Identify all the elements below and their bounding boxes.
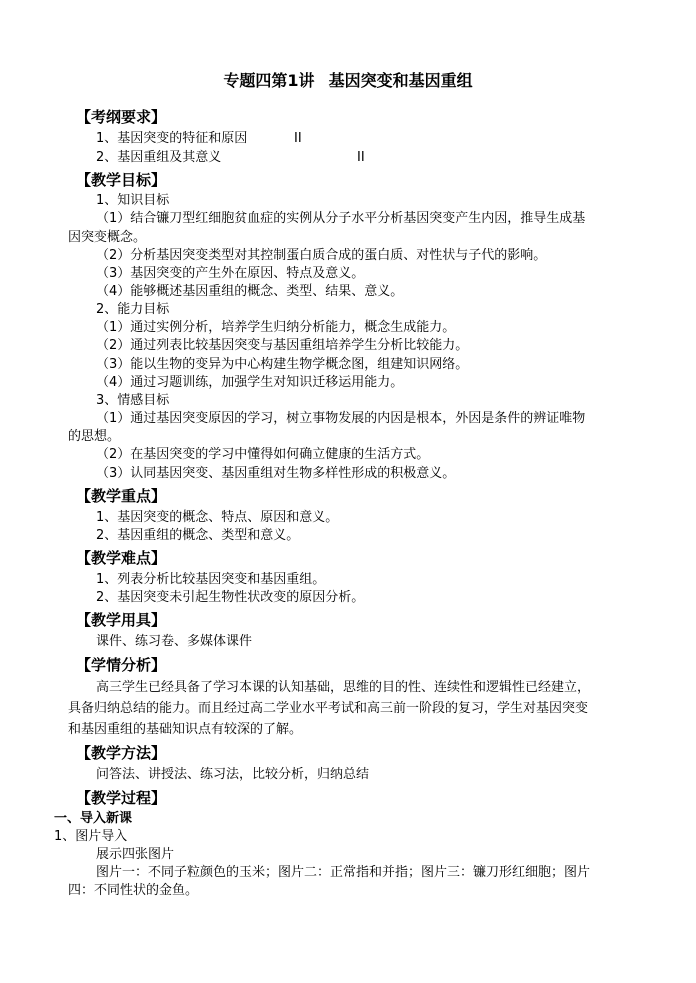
- kaogang-level-2: II: [357, 150, 365, 165]
- emotion-item: （2）在基因突变的学习中懂得如何确立健康的生活方式。: [96, 447, 430, 462]
- heading-fangfa: 【教学方法】: [76, 744, 167, 762]
- heading-xueqing: 【学情分析】: [76, 656, 167, 674]
- part-1-heading: 一、导入新课: [54, 811, 133, 826]
- show-pictures-text: 展示四张图片: [96, 847, 175, 862]
- xueqing-line: 和基因重组的基础知识点有较深的了解。: [68, 722, 303, 737]
- title-main: 专题四第1讲: [223, 71, 315, 90]
- title-sub: 基因突变和基因重组: [328, 71, 473, 90]
- page-title: [0, 72, 696, 90]
- yongju-text: 课件、练习卷、多媒体课件: [96, 634, 253, 649]
- heading-yongju: 【教学用具】: [76, 611, 167, 629]
- ability-item: （2）通过列表比较基因突变与基因重组培养学生分析比较能力。: [96, 338, 469, 353]
- heading-nandian: 【教学难点】: [76, 549, 167, 567]
- kaogang-item-2: 2、基因重组及其意义: [96, 150, 222, 165]
- nandian-item: 2、基因突变未引起生物性状改变的原因分析。: [96, 590, 365, 605]
- ability-item: （1）通过实例分析，培养学生归纳分析能力，概念生成能力。: [96, 320, 456, 335]
- xueqing-line: 高三学生已经具备了学习本课的认知基础，思维的目的性、连续性和逻辑性已经建立，: [96, 680, 591, 695]
- knowledge-item: 因突变概念。: [68, 230, 147, 245]
- zhongdian-item: 1、基因突变的概念、特点、原因和意义。: [96, 510, 339, 525]
- step-1-label: 1、图片导入: [54, 829, 128, 844]
- emotion-label: 3、情感目标: [96, 393, 170, 408]
- ability-item: （4）通过习题训练，加强学生对知识迁移运用能力。: [96, 375, 404, 390]
- ability-label: 2、能力目标: [96, 302, 170, 317]
- heading-guocheng: 【教学过程】: [76, 789, 167, 807]
- nandian-item: 1、列表分析比较基因突变和基因重组。: [96, 572, 326, 587]
- emotion-item: （1）通过基因突变原因的学习，树立事物发展的内因是根本，外因是条件的辨证唯物: [96, 411, 586, 426]
- heading-mubiao: 【教学目标】: [76, 171, 167, 189]
- emotion-item: （3）认同基因突变、基因重组对生物多样性形成的积极意义。: [96, 466, 456, 481]
- heading-zhongdian: 【教学重点】: [76, 487, 167, 505]
- pictures-line: 四：不同性状的金鱼。: [68, 883, 199, 898]
- knowledge-label: 1、知识目标: [96, 193, 170, 208]
- pictures-line: 图片一：不同子粒颜色的玉米；图片二：正常指和并指；图片三：镰刀形红细胞；图片: [96, 865, 591, 880]
- ability-item: （3）能以生物的变异为中心构建生物学概念图，组建知识网络。: [96, 357, 469, 372]
- kaogang-level-1: II: [294, 131, 302, 146]
- emotion-item: 的思想。: [68, 429, 121, 444]
- zhongdian-item: 2、基因重组的概念、类型和意义。: [96, 528, 300, 543]
- xueqing-line: 具备归纳总结的能力。而且经过高二学业水平考试和高三前一阶段的复习，学生对基因突变: [68, 701, 589, 716]
- heading-kaogang: 【考纲要求】: [76, 108, 167, 126]
- knowledge-item: （3）基因突变的产生外在原因、特点及意义。: [96, 266, 365, 281]
- kaogang-item-1: 1、基因突变的特征和原因: [96, 131, 248, 146]
- knowledge-item: （4）能够概述基因重组的概念、类型、结果、意义。: [96, 284, 404, 299]
- knowledge-item: （2）分析基因突变类型对其控制蛋白质合成的蛋白质、对性状与子代的影响。: [96, 248, 547, 263]
- knowledge-item: （1）结合镰刀型红细胞贫血症的实例从分子水平分析基因突变产生内因，推导生成基: [96, 211, 586, 226]
- fangfa-text: 问答法、讲授法、练习法，比较分析，归纳总结: [96, 767, 370, 782]
